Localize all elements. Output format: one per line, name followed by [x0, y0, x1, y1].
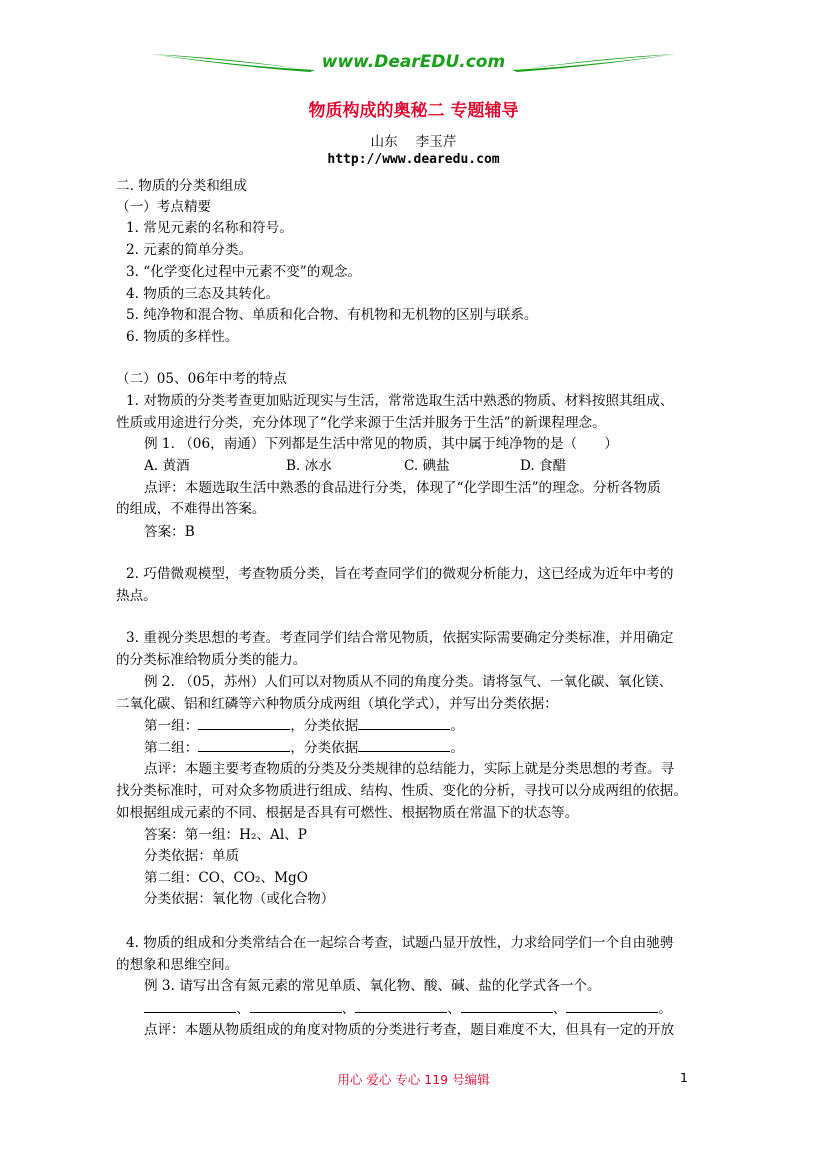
group-1-period: 。 — [450, 718, 464, 734]
ex1-option-a: A. 黄酒 — [144, 458, 190, 474]
blank-salt[interactable] — [566, 998, 658, 1013]
paragraph-3-line-1: 3. 重视分类思想的考查。考查同学们结合常见物质，依据实际需要确定分类标准，并用确定 — [126, 630, 674, 646]
answer-group-2: 第二组：CO、CO₂、MgO — [144, 870, 308, 886]
author: 山东 李玉芹 — [370, 134, 457, 150]
example-2-line-2: 二氧化碳、铝和红磷等六种物质分成两组（填化学式），并写出分类依据： — [116, 696, 558, 712]
group-1-blank[interactable] — [198, 715, 290, 730]
ex1-comment-line-2: 的组成，不难得出答案。 — [116, 501, 266, 517]
separator: 、 — [552, 1001, 567, 1017]
group-2-label: 第二组： — [144, 740, 199, 756]
group-2-basis-label: ，分类依据 — [290, 740, 359, 756]
ex2-comment-line-3: 如根据组成元素的不同、根据是否具有可燃性、根据物质在常温下的状态等。 — [116, 805, 579, 821]
blank-acid[interactable] — [355, 998, 447, 1013]
paragraph-2-line-1: 2. 巧借微观模型，考查物质分类，旨在考查同学们的微观分析能力，这已经成为近年中考的 — [126, 566, 674, 582]
answer-basis-1: 分类依据：单质 — [144, 848, 240, 864]
site-logo: www.DearEDU.com — [321, 52, 506, 72]
group-1-basis-blank[interactable] — [358, 715, 450, 730]
group-1-basis-label: ，分类依据 — [290, 718, 359, 734]
answer-basis-2: 分类依据：氧化物（或化合物） — [144, 891, 335, 907]
paragraph-4-line-1: 4. 物质的组成和分类常结合在一起综合考查，试题凸显开放性，力求给同学们一个自由驰骋 — [126, 935, 674, 951]
paragraph-1-line-1: 1. 对物质的分类考查更加贴近现实与生活，常常选取生活中熟悉的物质、材料按照其组成、 — [126, 393, 674, 409]
point-6: 6. 物质的多样性。 — [126, 329, 239, 345]
part2-heading: （二）05、06年中考的特点 — [116, 371, 287, 387]
example-2-line-1: 例 2. （05，苏州）人们可以对物质从不同的角度分类。请将氢气、一氧化碳、氧化镁、 — [144, 674, 673, 690]
point-5: 5. 纯净物和混合物、单质和化合物、有机物和无机物的区别与联系。 — [126, 307, 538, 323]
point-2: 2. 元素的简单分类。 — [126, 242, 253, 258]
ex1-option-c: C. 碘盐 — [404, 458, 450, 474]
group-2-fill — [144, 737, 464, 758]
blank-oxide[interactable] — [250, 998, 342, 1013]
paragraph-3-line-2: 的分类标准给物质分类的能力。 — [116, 652, 307, 668]
ex1-answer: 答案：B — [144, 524, 195, 540]
page-title: 物质构成的奥秘二 专题辅导 — [308, 101, 519, 121]
ex3-comment: 点评：本题从物质组成的角度对物质的分类进行考查，题目难度不大，但具有一定的开放 — [144, 1022, 675, 1038]
separator: 、 — [236, 1001, 250, 1017]
separator: 、 — [447, 1001, 461, 1017]
separator: 、 — [341, 1001, 356, 1017]
point-3: 3. “化学变化过程中元素不变”的观念。 — [126, 264, 362, 280]
group-1-label: 第一组： — [144, 718, 199, 734]
part1-heading: （一）考点精要 — [116, 199, 212, 215]
period: 。 — [658, 1001, 672, 1017]
group-1-fill — [144, 715, 464, 736]
paragraph-4-line-2: 的想象和思维空间。 — [116, 957, 239, 973]
group-2-basis-blank[interactable] — [358, 737, 450, 752]
paragraph-1-line-2: 性质或用途进行分类，充分体现了“化学来源于生活并服务于生活”的新课程理念。 — [116, 415, 606, 431]
footer-text: 用心 爱心 专心 119 号编辑 — [337, 1072, 490, 1087]
group-2-period: 。 — [450, 740, 464, 756]
ex1-option-b: B. 冰水 — [286, 458, 332, 474]
page-number: 1 — [680, 1070, 688, 1085]
example-3-blanks — [144, 998, 672, 1019]
answer-group-1: 答案：第一组：H₂、Al、P — [144, 827, 307, 843]
example-3: 例 3. 请写出含有氮元素的常见单质、氧化物、酸、碱、盐的化学式各一个。 — [144, 978, 601, 994]
blank-base[interactable] — [461, 998, 553, 1013]
paragraph-2-line-2: 热点。 — [116, 588, 157, 604]
point-1: 1. 常见元素的名称和符号。 — [126, 220, 293, 236]
example-1: 例 1. （06，南通）下列都是生活中常见的物质，其中属于纯净物的是（ ） — [144, 436, 618, 452]
group-2-blank[interactable] — [198, 737, 290, 752]
blank-element[interactable] — [144, 998, 236, 1013]
ex2-comment-line-2: 找分类标准时，可对众多物质进行组成、结构、性质、变化的分析，寻找可以分成两组的依据。 — [116, 783, 687, 799]
ex1-comment-line-1: 点评：本题选取生活中熟悉的食品进行分类，体现了“化学即生活”的理念。分析各物质 — [144, 480, 661, 496]
point-4: 4. 物质的三态及其转化。 — [126, 286, 280, 302]
section-heading: 二. 物质的分类和组成 — [116, 178, 247, 194]
ex1-option-d: D. 食醋 — [520, 458, 567, 474]
source-url[interactable]: http://www.dearedu.com — [327, 152, 500, 167]
ex2-comment-line-1: 点评：本题主要考查物质的分类及分类规律的总结能力，实际上就是分类思想的考查。寻 — [144, 761, 675, 777]
